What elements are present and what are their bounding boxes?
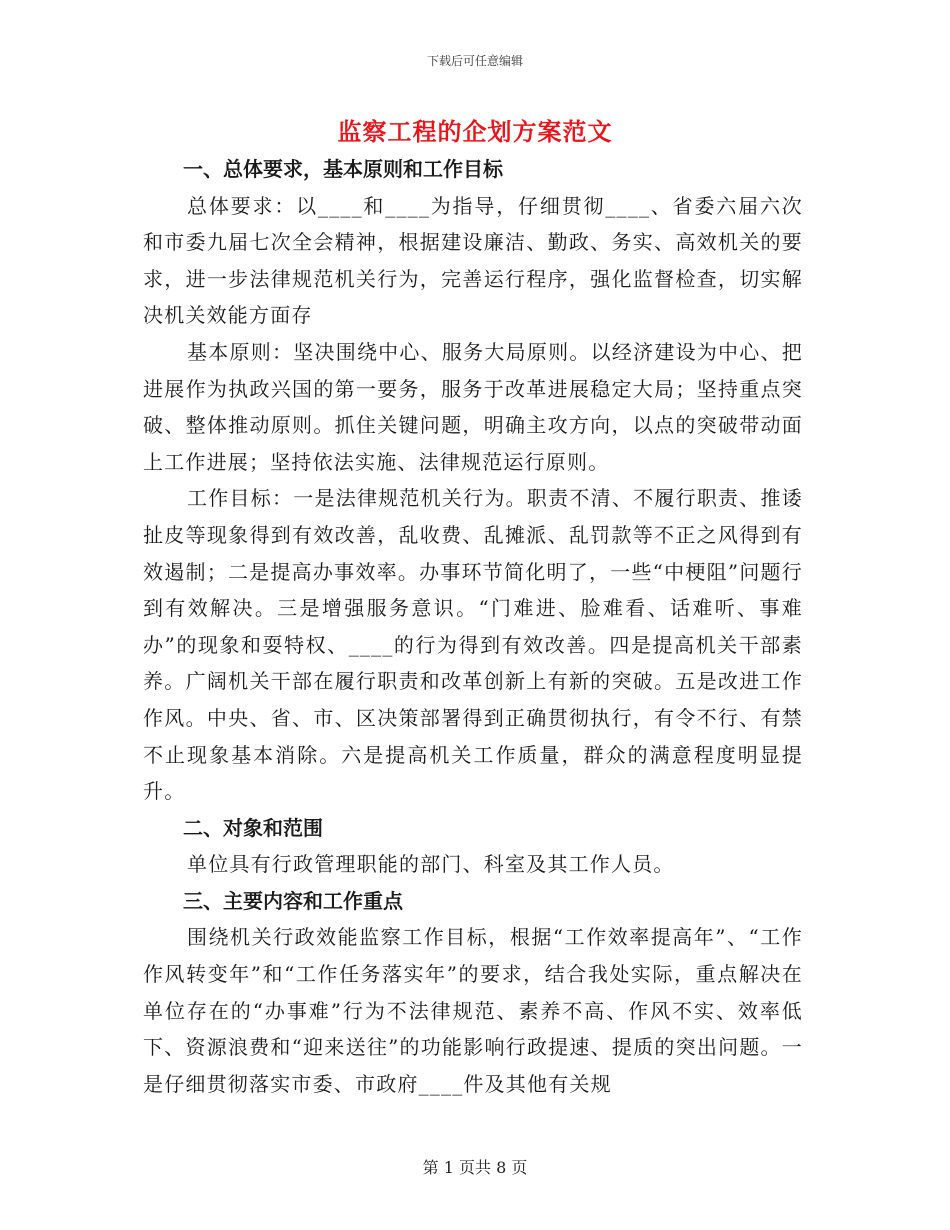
section-heading-2: 二、对象和范围 bbox=[183, 815, 323, 840]
paragraph-scope: 单位具有行政管理职能的部门、科室及其工作人员。 bbox=[187, 852, 675, 877]
page-header: 下载后可任意编辑 bbox=[426, 54, 523, 68]
paragraph-general-requirements: 总体要求：以____和____为指导，仔细贯彻____、省委六届六次和市委九届七次全会精神，根据建设廉洁、勤政、务实、高效机关的要求，进一步法律规范机关行为，完善运行程序，强化监督检查，切实解决机关效能方面存 bbox=[143, 193, 803, 328]
document-title: 监察工程的企划方案范文 bbox=[337, 117, 613, 146]
paragraph-work-goals: 工作目标：一是法律规范机关行为。职责不清、不履行职责、推诿扯皮等现象得到有效改善，乱收费、乱摊派、乱罚款等不正之风得到有效遏制；二是提高办事效率。办事环节简化明了，一些“中梗阻”问题行到有效解决。三是增强服务意识。“门难进、脸难看、话难听、事难办”的现象和耍特权、____的行为得到有效改善。四是提高机关干部素养。广阔机关干部在履行职责和改革创新上有新的突破。五是改进工作作风。中央、省、市、区决策部署得到正确贯彻执行，有令不行、有禁不止现象基本消除。六是提高机关工作质量，群众的满意程度明显提升。 bbox=[143, 486, 803, 804]
page-footer: 第 1 页共 8 页 bbox=[422, 1158, 528, 1177]
paragraph-basic-principles: 基本原则：坚决围绕中心、服务大局原则。以经济建设为中心、把进展作为执政兴国的第一要务，服务于改革进展稳定大局；坚持重点突破、整体推动原则。抓住关键问题，明确主攻方向，以点的突破带动面上工作进展；坚持依法实施、法律规范运行原则。 bbox=[143, 339, 803, 474]
document-body bbox=[143, 151, 803, 1102]
section-heading-3: 三、主要内容和工作重点 bbox=[183, 888, 403, 913]
section-heading-1: 一、总体要求，基本原则和工作目标 bbox=[183, 157, 503, 181]
paragraph-main-content: 围绕机关行政效能监察工作目标，根据“工作效率提高年”、“工作作风转变年”和“工作任务落实年”的要求，结合我处实际，重点解决在单位存在的“办事难”行为不法律规范、素养不高、作风不实、效率低下、资源浪费和“迎来送往”的功能影响行政提速、提质的突出问题。一是仔细贯彻落实市委、市政府____件及其他有关规 bbox=[143, 925, 803, 1096]
